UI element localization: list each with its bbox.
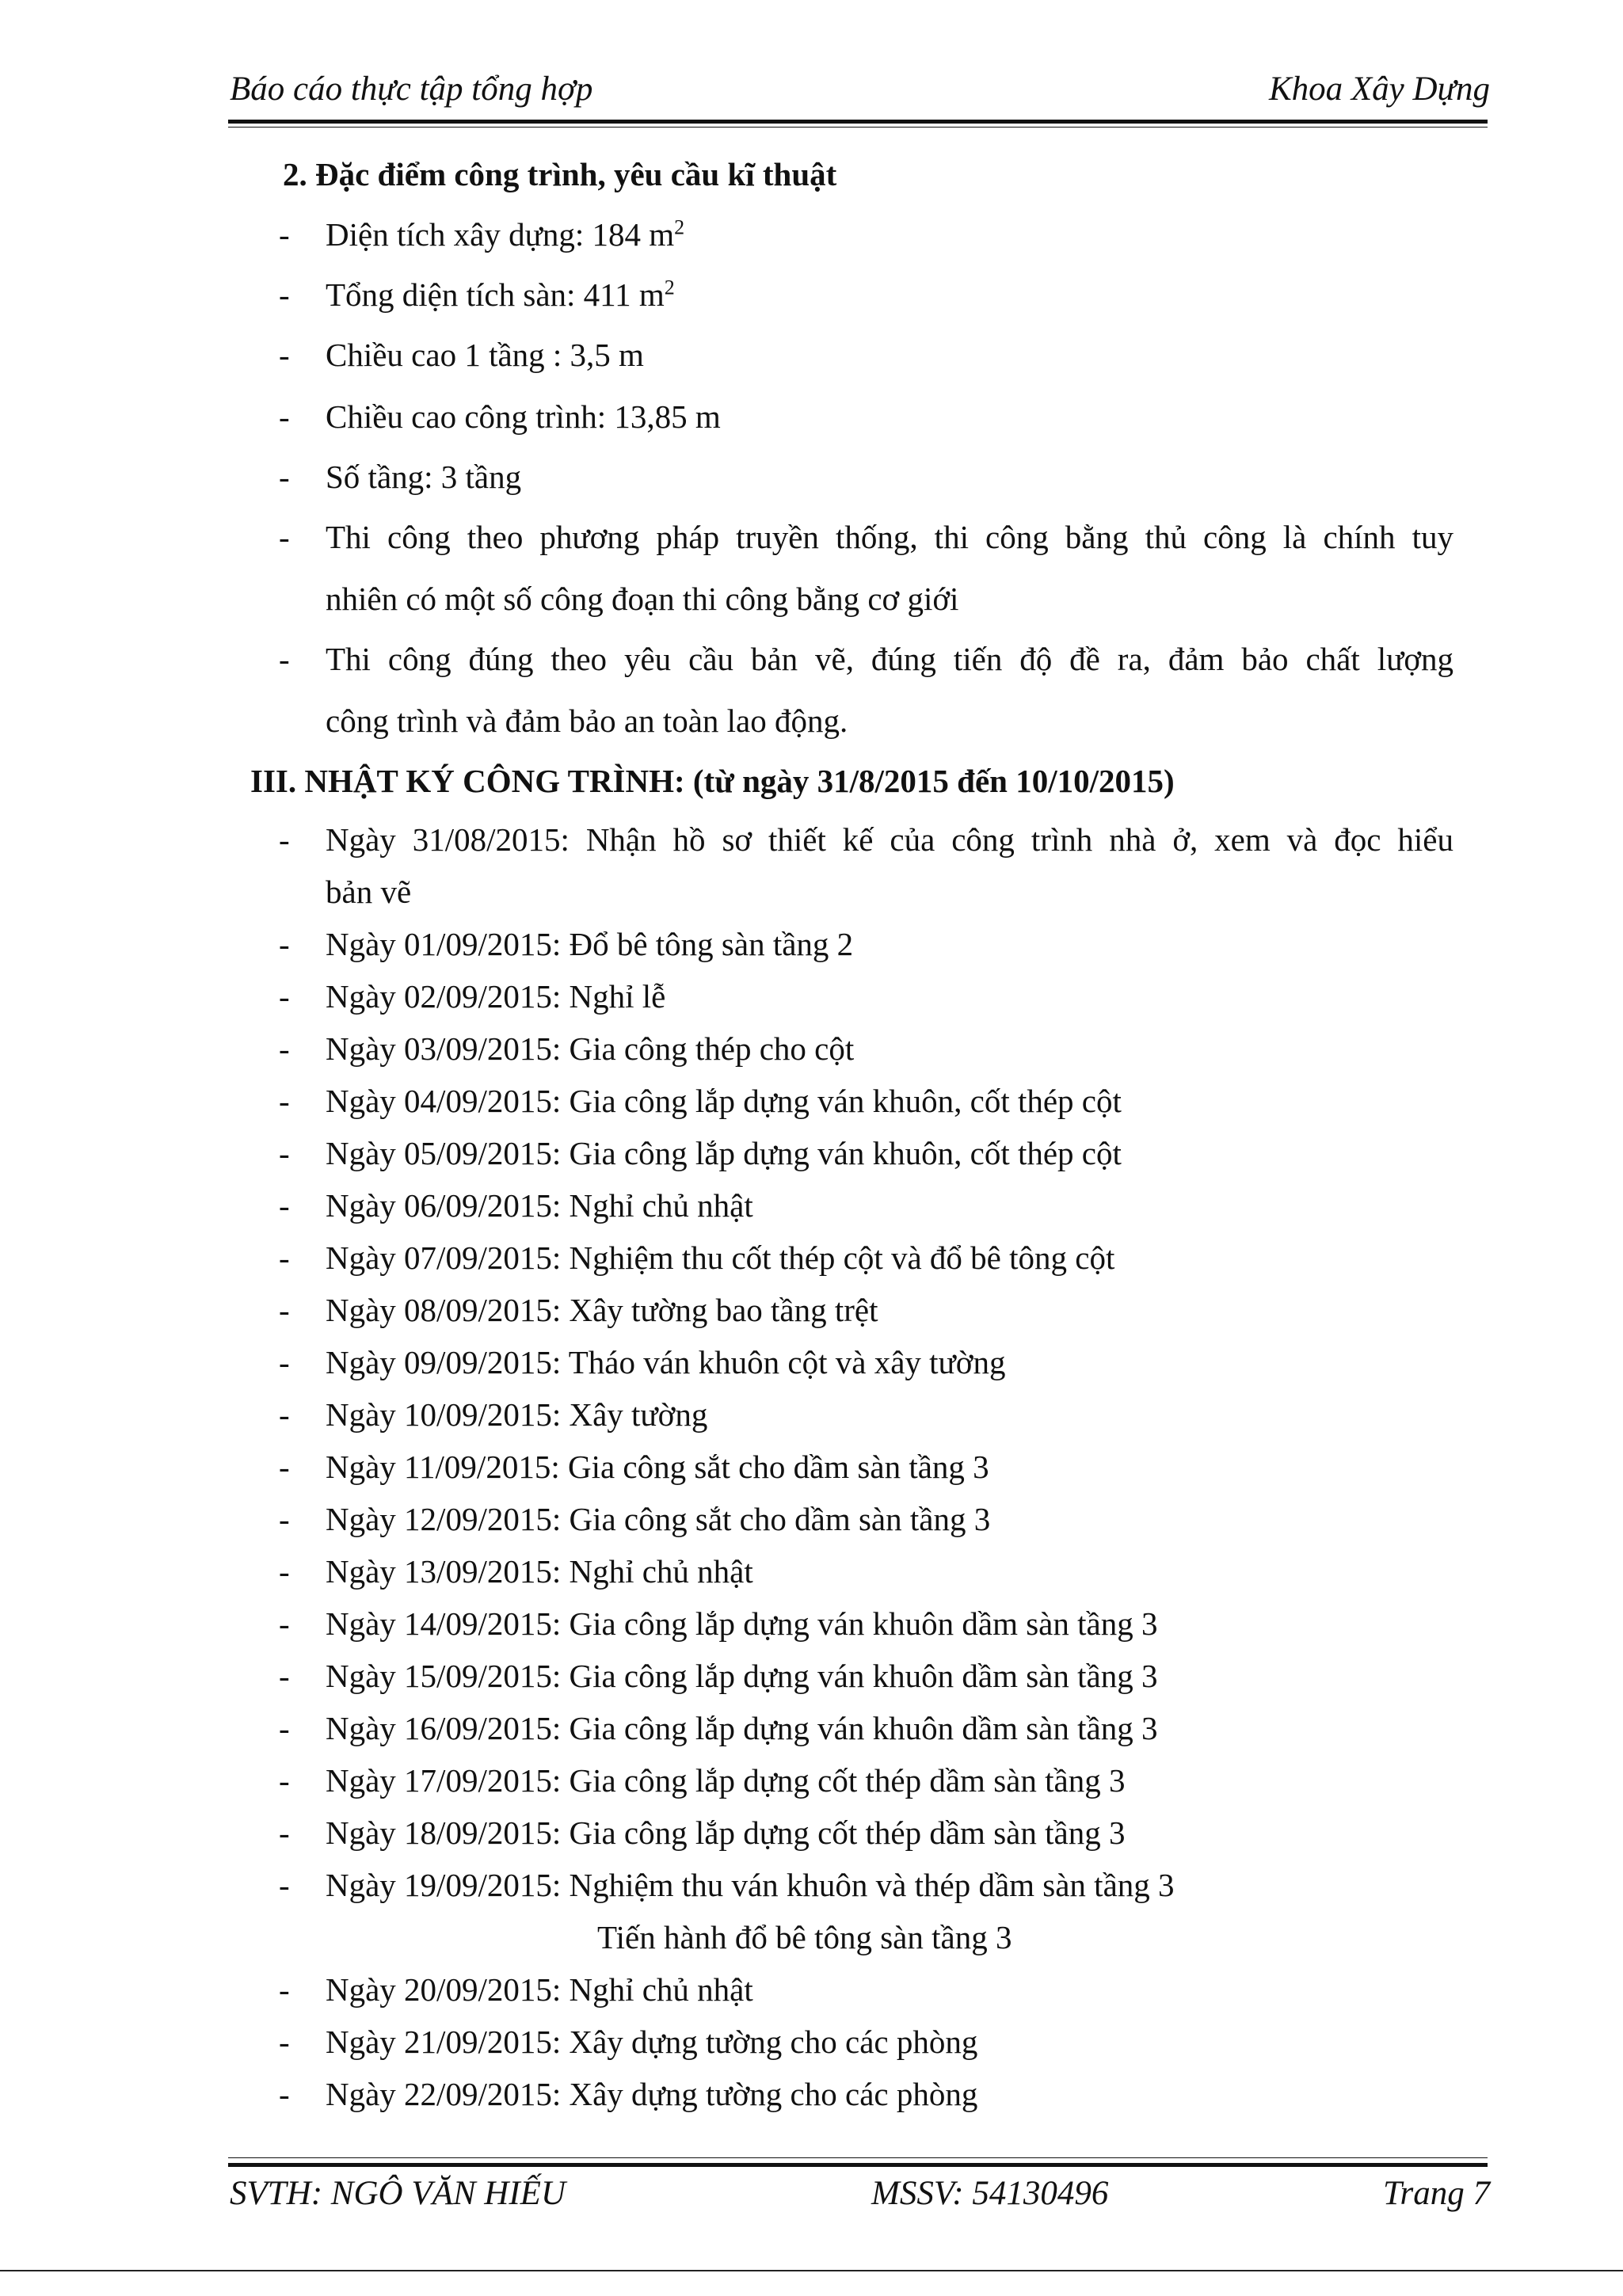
- header-faculty: Khoa Xây Dựng: [1268, 70, 1490, 108]
- section-3-heading: III. NHẬT KÝ CÔNG TRÌNH: (từ ngày 31/8/2015 đến 10/10/2015): [250, 763, 1175, 799]
- bullet: -: [279, 1396, 290, 1433]
- page-bottom-edge: [0, 2270, 1623, 2271]
- list-item: Ngày 08/09/2015: Xây tường bao tầng trệt: [326, 1292, 878, 1328]
- superscript: 2: [664, 276, 675, 299]
- bullet: -: [279, 337, 290, 373]
- bullet: -: [279, 398, 290, 435]
- footer-rule-thin: [228, 2157, 1488, 2158]
- list-item-continuation: công trình và đảm bảo an toàn lao động.: [326, 703, 848, 739]
- bullet: -: [279, 1449, 290, 1485]
- superscript: 2: [674, 215, 685, 239]
- bullet: -: [279, 1814, 290, 1851]
- bullet: -: [279, 1239, 290, 1276]
- list-item: Ngày 11/09/2015: Gia công sắt cho dầm sàn tầng 3: [326, 1449, 989, 1485]
- section-2-heading: 2. Đặc điểm công trình, yêu cầu kĩ thuật: [283, 156, 837, 192]
- list-item: Ngày 01/09/2015: Đổ bê tông sàn tầng 2: [326, 926, 854, 962]
- list-item: Ngày 07/09/2015: Nghiệm thu cốt thép cột và đổ bê tông cột: [326, 1239, 1115, 1276]
- bullet: -: [279, 1501, 290, 1537]
- list-item-continuation: nhiên có một số công đoạn thi công bằng cơ giới: [326, 581, 959, 617]
- bullet: -: [279, 1867, 290, 1903]
- list-item: Ngày 14/09/2015: Gia công lắp dựng ván khuôn dầm sàn tầng 3: [326, 1605, 1158, 1642]
- bullet: -: [279, 1710, 290, 1746]
- bullet: -: [279, 1030, 290, 1067]
- list-item: Ngày 12/09/2015: Gia công sắt cho dầm sàn tầng 3: [326, 1501, 991, 1537]
- list-item: Ngày 04/09/2015: Gia công lắp dựng ván khuôn, cốt thép cột: [326, 1083, 1122, 1119]
- list-item: Ngày 09/09/2015: Tháo ván khuôn cột và xây tường: [326, 1344, 1006, 1380]
- list-item: Thi công theo phương pháp truyền thống, thi công bằng thủ công là chính tuy: [326, 519, 1453, 555]
- bullet: -: [279, 1553, 290, 1590]
- bullet: -: [279, 978, 290, 1015]
- item-text: Tổng diện tích sàn: 411 m: [326, 276, 665, 313]
- list-item: Thi công đúng theo yêu cầu bản vẽ, đúng tiến độ đề ra, đảm bảo chất lượng: [326, 641, 1453, 677]
- bullet: -: [279, 459, 290, 495]
- bullet: -: [279, 641, 290, 677]
- list-item: [326, 215, 684, 253]
- list-item: Ngày 02/09/2015: Nghỉ lễ: [326, 978, 666, 1015]
- footer-rule: [228, 2163, 1488, 2167]
- footer-page-number: Trang 7: [1382, 2175, 1490, 2212]
- bullet: -: [279, 1344, 290, 1380]
- list-item: Ngày 06/09/2015: Nghỉ chủ nhật: [326, 1187, 753, 1224]
- footer-student-name: SVTH: NGÔ VĂN HIẾU: [230, 2175, 566, 2212]
- list-item: Ngày 21/09/2015: Xây dựng tường cho các phòng: [326, 2024, 978, 2060]
- bullet: -: [279, 1135, 290, 1171]
- bullet: -: [279, 1605, 290, 1642]
- list-item-continuation: Tiến hành đổ bê tông sàn tầng 3: [597, 1919, 1012, 1955]
- header-rule-thin: [228, 127, 1488, 128]
- list-item: Ngày 03/09/2015: Gia công thép cho cột: [326, 1030, 855, 1067]
- list-item: Số tầng: 3 tầng: [326, 459, 522, 495]
- bullet: -: [279, 216, 290, 253]
- list-item-continuation: bản vẽ: [326, 874, 412, 910]
- list-item: Ngày 13/09/2015: Nghỉ chủ nhật: [326, 1553, 753, 1590]
- list-item: Ngày 19/09/2015: Nghiệm thu ván khuôn và thép dầm sàn tầng 3: [326, 1867, 1175, 1903]
- header-rule: [228, 120, 1488, 124]
- list-item: Ngày 17/09/2015: Gia công lắp dựng cốt thép dầm sàn tầng 3: [326, 1762, 1126, 1799]
- header-report-title: Báo cáo thực tập tổng hợp: [230, 70, 593, 108]
- list-item: Chiều cao công trình: 13,85 m: [326, 398, 721, 435]
- list-item: Ngày 18/09/2015: Gia công lắp dựng cốt thép dầm sàn tầng 3: [326, 1814, 1126, 1851]
- bullet: -: [279, 276, 290, 313]
- bullet: -: [279, 1658, 290, 1694]
- bullet: -: [279, 1187, 290, 1224]
- bullet: -: [279, 1292, 290, 1328]
- bullet: -: [279, 1762, 290, 1799]
- list-item: Ngày 10/09/2015: Xây tường: [326, 1396, 708, 1433]
- list-item: [326, 276, 675, 314]
- bullet: -: [279, 1083, 290, 1119]
- list-item: Chiều cao 1 tầng : 3,5 m: [326, 337, 644, 373]
- list-item: Ngày 15/09/2015: Gia công lắp dựng ván khuôn dầm sàn tầng 3: [326, 1658, 1158, 1694]
- bullet: -: [279, 821, 290, 858]
- bullet: -: [279, 926, 290, 962]
- footer-student-id: MSSV: 54130496: [871, 2175, 1109, 2212]
- bullet: -: [279, 2076, 290, 2112]
- item-text: Diện tích xây dựng: 184 m: [326, 216, 675, 253]
- bullet: -: [279, 1971, 290, 2008]
- list-item: Ngày 16/09/2015: Gia công lắp dựng ván khuôn dầm sàn tầng 3: [326, 1710, 1158, 1746]
- bullet: -: [279, 519, 290, 555]
- list-item: Ngày 05/09/2015: Gia công lắp dựng ván khuôn, cốt thép cột: [326, 1135, 1122, 1171]
- list-item: Ngày 22/09/2015: Xây dựng tường cho các phòng: [326, 2076, 978, 2112]
- bullet: -: [279, 2024, 290, 2060]
- list-item: Ngày 20/09/2015: Nghỉ chủ nhật: [326, 1971, 753, 2008]
- list-item: Ngày 31/08/2015: Nhận hồ sơ thiết kế của công trình nhà ở, xem và đọc hiểu: [326, 821, 1453, 858]
